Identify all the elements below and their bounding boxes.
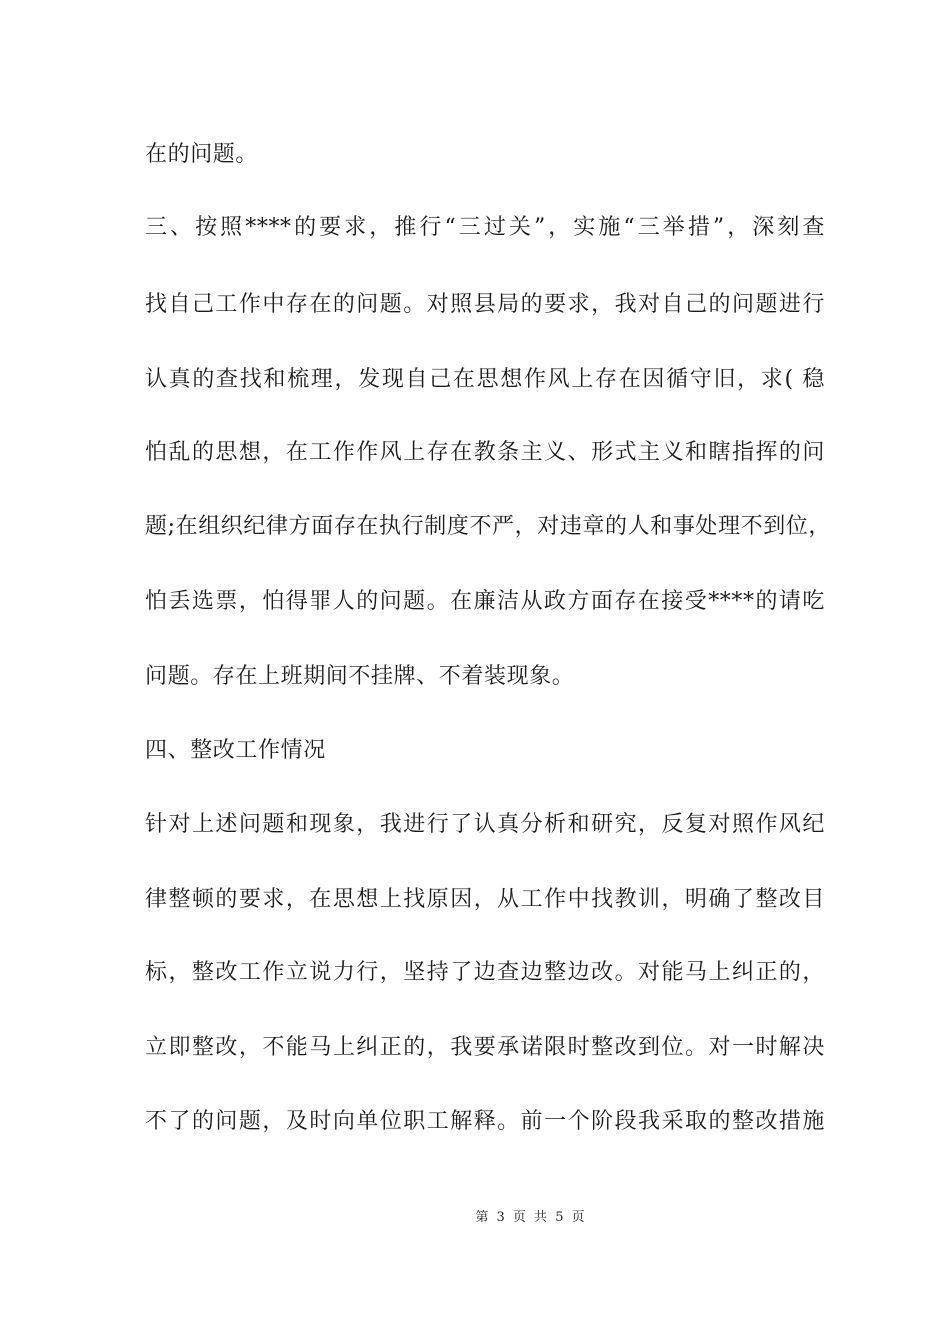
text-line: 找自己工作中存在的问题。对照县局的要求，我对自己的问题进行 [145, 292, 825, 317]
text-line: 怕乱的思想，在工作作风上存在教条主义、形式主义和瞎指挥的问 [145, 440, 825, 465]
text-line: 题;在组织纪律方面存在执行制度不严，对违章的人和事处理不到位， [145, 514, 832, 539]
text-line: 三、按照****的要求，推行“三过关”，实施“三举措”，深刻查 [145, 215, 825, 240]
text-line: 问题。存在上班期间不挂牌、不着装现象。 [145, 664, 575, 689]
text-line: 律整顿的要求，在思想上找原因，从工作中找教训，明确了整改目 [145, 887, 825, 912]
text-line: 在的问题。 [145, 142, 259, 167]
text-line: 怕丢选票，怕得罪人的问题。在廉洁从政方面存在接受****的请吃 [145, 589, 825, 614]
section-heading: 四、整改工作情况 [145, 738, 326, 763]
text-line: 标，整改工作立说力行，坚持了边查边整边改。对能马上纠正的， [145, 960, 825, 985]
text-line: 不了的问题，及时向单位职工解释。前一个阶段我采取的整改措施 [145, 1109, 825, 1134]
page-number-footer: 第 3 页 共 5 页 [475, 1210, 585, 1225]
text-line: 认真的查找和梳理，发现自己在思想作风上存在因循守旧，求( 稳 [145, 367, 825, 392]
text-line: 针对上述问题和现象，我进行了认真分析和研究，反复对照作风纪 [145, 812, 825, 837]
text-line: 立即整改，不能马上纠正的，我要承诺限时整改到位。对一时解决 [145, 1035, 825, 1060]
